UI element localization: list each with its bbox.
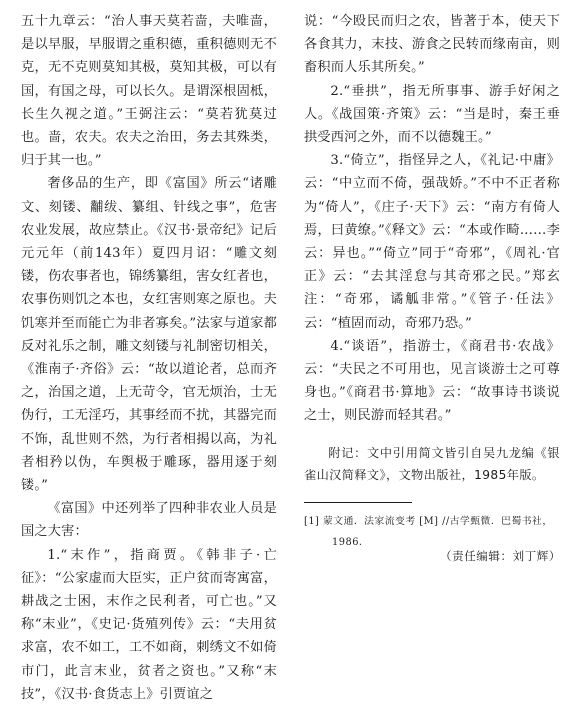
paragraph: 《富国》中还列举了四种非农业人员是国之大害： <box>21 501 277 540</box>
footnote <box>304 511 560 553</box>
editor-credit: （责任编辑：刘丁辉） <box>440 549 561 563</box>
paragraph: 奢侈品的生产，即《富国》所云“诸雕文、刻镂、黼绂、纂组、针线之事”，危害农业发展，故应禁止。《汉书·景帝纪》记后元元年（前143年）夏四月诏：“雕文刻镂，伤农事者也，锦绣纂组，害女红者也，农事伤则饥之本也，女红害则寒之原也。夫饥寒并至而能亡为非者寡矣。”法家与道家都反对礼乐之制，雕文刻镂与礼制密切相关，《淮南子·齐俗》云：“故以道论者，总而齐之，治国之道，上无苛令，官无烦治，士无伪行，工无淫巧，其事经而不扰，其器完而不饰，乱世则不然，为行者相揭以高，为礼者相矜以伪，车舆极于雕琢，器用逐于刻镂。” <box>21 176 277 494</box>
left-column <box>21 10 277 706</box>
paragraph: 3.“倚立”，指怪异之人，《礼记·中庸》云：“中立而不倚，强哉娇。”不中不正者称为“倚人”，《庄子·天下》云：“南方有倚人焉，曰黄缭。”《释文》云：“本或作畸……李云：异也。”“倚立”同于“奇邪”，《周礼·官正》云：“去其淫怠与其奇邪之民。”郑玄注：“奇邪，谲觚非常。”《管子·任法》云：“植固而动，奇邪乃恐。” <box>304 153 560 331</box>
footnote-line: [1] 蒙文通．法家流变考 [M] //古学甄微．巴蜀书社， <box>304 515 553 527</box>
paragraph: 1.“末作”，指商贾。《韩非子·亡征》：“公家虚而大臣实，正户贫而寄寓富，耕战之士困，末作之民利者，可亡也。”又称“末业”，《史记·货殖列传》云：“夫用贫求富，农不如工，工不如商，刺绣文不如倚市门，此言末业，贫者之资也。”又称“末技”，《汉书·食货志上》引贾谊之 <box>21 547 277 702</box>
paragraph: 2.“垂拱”，指无所事事、游手好闲之人。《战国策·齐策》云：“当是时，秦王垂拱受西河之外，而不以德魏王。” <box>304 83 560 146</box>
paragraph: 五十九章云：“治人事天莫若啬，夫唯啬，是以早服，早服谓之重积德，重积德则无不克，无不克则莫知其极，莫知其极，可以有国，有国之母，可以长久。是谓深根固柢，长生久视之道。”王弼注云：“莫若犹莫过也。啬，农夫。农夫之治田，务去其殊类，归于其一也。” <box>21 14 277 169</box>
paragraph: 4.“谈语”，指游士，《商君书·农战》云：“夫民之不可用也，见言谈游士之可尊身也。”《商君书·算地》云：“故事诗书谈说之士，则民游而轻其君。” <box>304 338 560 424</box>
footnote-divider <box>304 502 412 503</box>
right-column <box>304 10 560 553</box>
footnote-line: 1986. <box>332 536 363 548</box>
appendix-note: 附记：文中引用简文皆引自吴九龙编《银雀山汉简释文》，文物出版社，1985年版。 <box>304 445 560 482</box>
paragraph: 说：“今殴民而归之农，皆著于本，使天下各食其力，末技、游食之民转而缘南亩，则畜积而人乐其所矣。” <box>304 14 560 76</box>
